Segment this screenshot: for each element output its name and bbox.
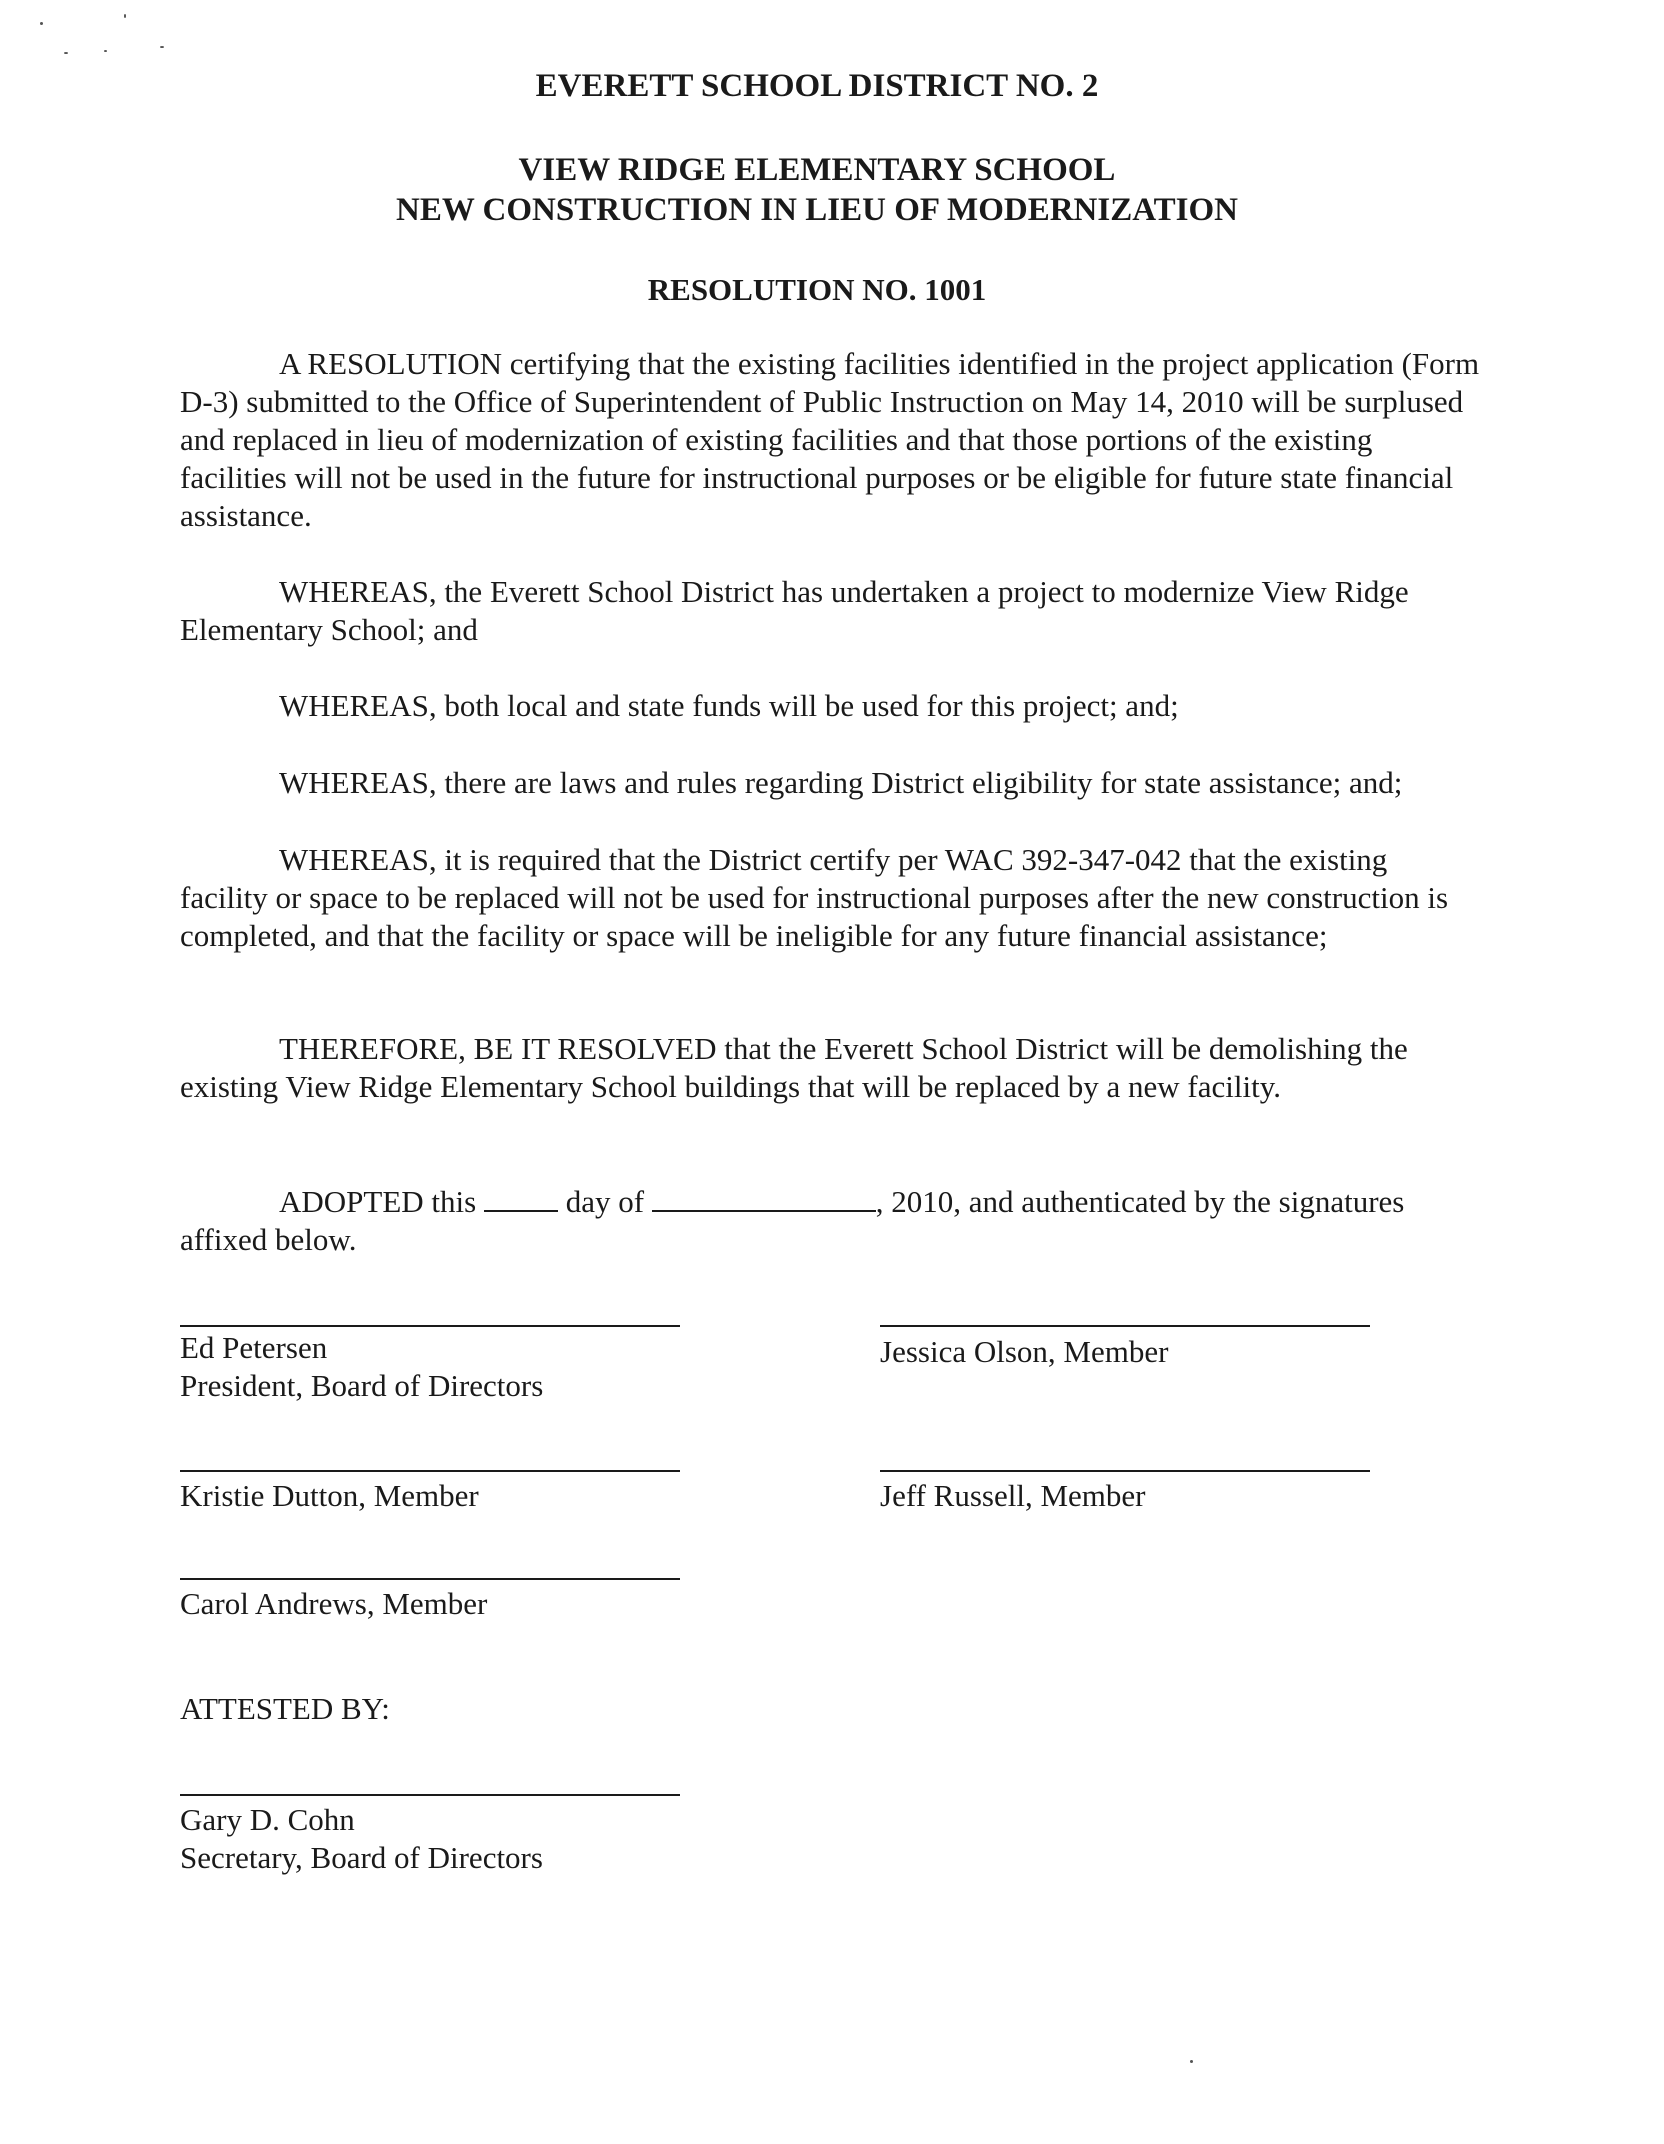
scan-speck	[160, 46, 164, 48]
adopted-prefix: ADOPTED this	[279, 1184, 477, 1219]
scan-speck	[1190, 2060, 1193, 2063]
whereas-paragraph-1: WHEREAS, the Everett School District has undertaken a project to modernize View Ridge Elementary School; and	[180, 574, 1409, 647]
secretary-title: Secretary, Board of Directors	[180, 1840, 543, 1875]
member-jeff-russell: Jeff Russell, Member	[880, 1478, 1146, 1513]
resolution-heading: RESOLUTION NO. 1001	[647, 272, 987, 307]
district-heading: EVERETT SCHOOL DISTRICT NO. 2	[535, 68, 1099, 104]
signature-line-member-3	[880, 1470, 1370, 1472]
adopted-paragraph	[180, 1183, 1480, 1259]
signature-line-member-1	[880, 1325, 1370, 1327]
member-kristie-dutton: Kristie Dutton, Member	[180, 1478, 479, 1513]
president-name: Ed Petersen	[180, 1330, 328, 1365]
adopted-day-of: day of	[565, 1184, 645, 1219]
whereas-paragraph-2: WHEREAS, both local and state funds will be used for this project; and;	[279, 688, 1179, 723]
scan-speck	[40, 22, 43, 25]
therefore-paragraph: THEREFORE, BE IT RESOLVED that the Everett School District will be demolishing the existing View Ridge Elementary School buildings that will be replaced by a new facility.	[180, 1031, 1408, 1104]
whereas-paragraph-3: WHEREAS, there are laws and rules regarding District eligibility for state assistance; and;	[279, 765, 1403, 800]
attested-by-label: ATTESTED BY:	[180, 1691, 390, 1726]
member-jessica-olson: Jessica Olson, Member	[880, 1334, 1169, 1369]
president-title: President, Board of Directors	[180, 1368, 544, 1403]
signature-line-member-4	[180, 1578, 680, 1580]
month-blank	[652, 1184, 876, 1212]
scan-speck	[124, 14, 126, 18]
scan-speck	[64, 52, 68, 54]
scan-speck	[104, 50, 107, 52]
signature-line-president	[180, 1325, 680, 1327]
school-heading: VIEW RIDGE ELEMENTARY SCHOOL	[518, 152, 1116, 188]
resolution-intro-paragraph: A RESOLUTION certifying that the existing facilities identified in the project application (Form D-3) submitted to the Office of Superintendent of Public Instruction on May 14, 2010 will be surplused and replaced in lieu of modernization of existing facilities and that those portions of the existing facilities will not be used in the future for instructional purposes or be eligible for future state financial assistance.	[180, 346, 1480, 533]
member-carol-andrews: Carol Andrews, Member	[180, 1586, 488, 1621]
project-heading: NEW CONSTRUCTION IN LIEU OF MODERNIZATION	[396, 192, 1238, 228]
secretary-name: Gary D. Cohn	[180, 1802, 355, 1837]
signature-line-secretary	[180, 1794, 680, 1796]
day-blank	[484, 1184, 558, 1212]
signature-line-member-2	[180, 1470, 680, 1472]
whereas-paragraph-4: WHEREAS, it is required that the District certify per WAC 392-347-042 that the existing facility or space to be replaced will not be used for instructional purposes after the new construction is completed, and that the facility or space will be ineligible for any future financial assistance;	[180, 842, 1449, 953]
adopted-suffix: , 2010, and authenticated by the signatures affixed below.	[180, 1184, 1405, 1257]
